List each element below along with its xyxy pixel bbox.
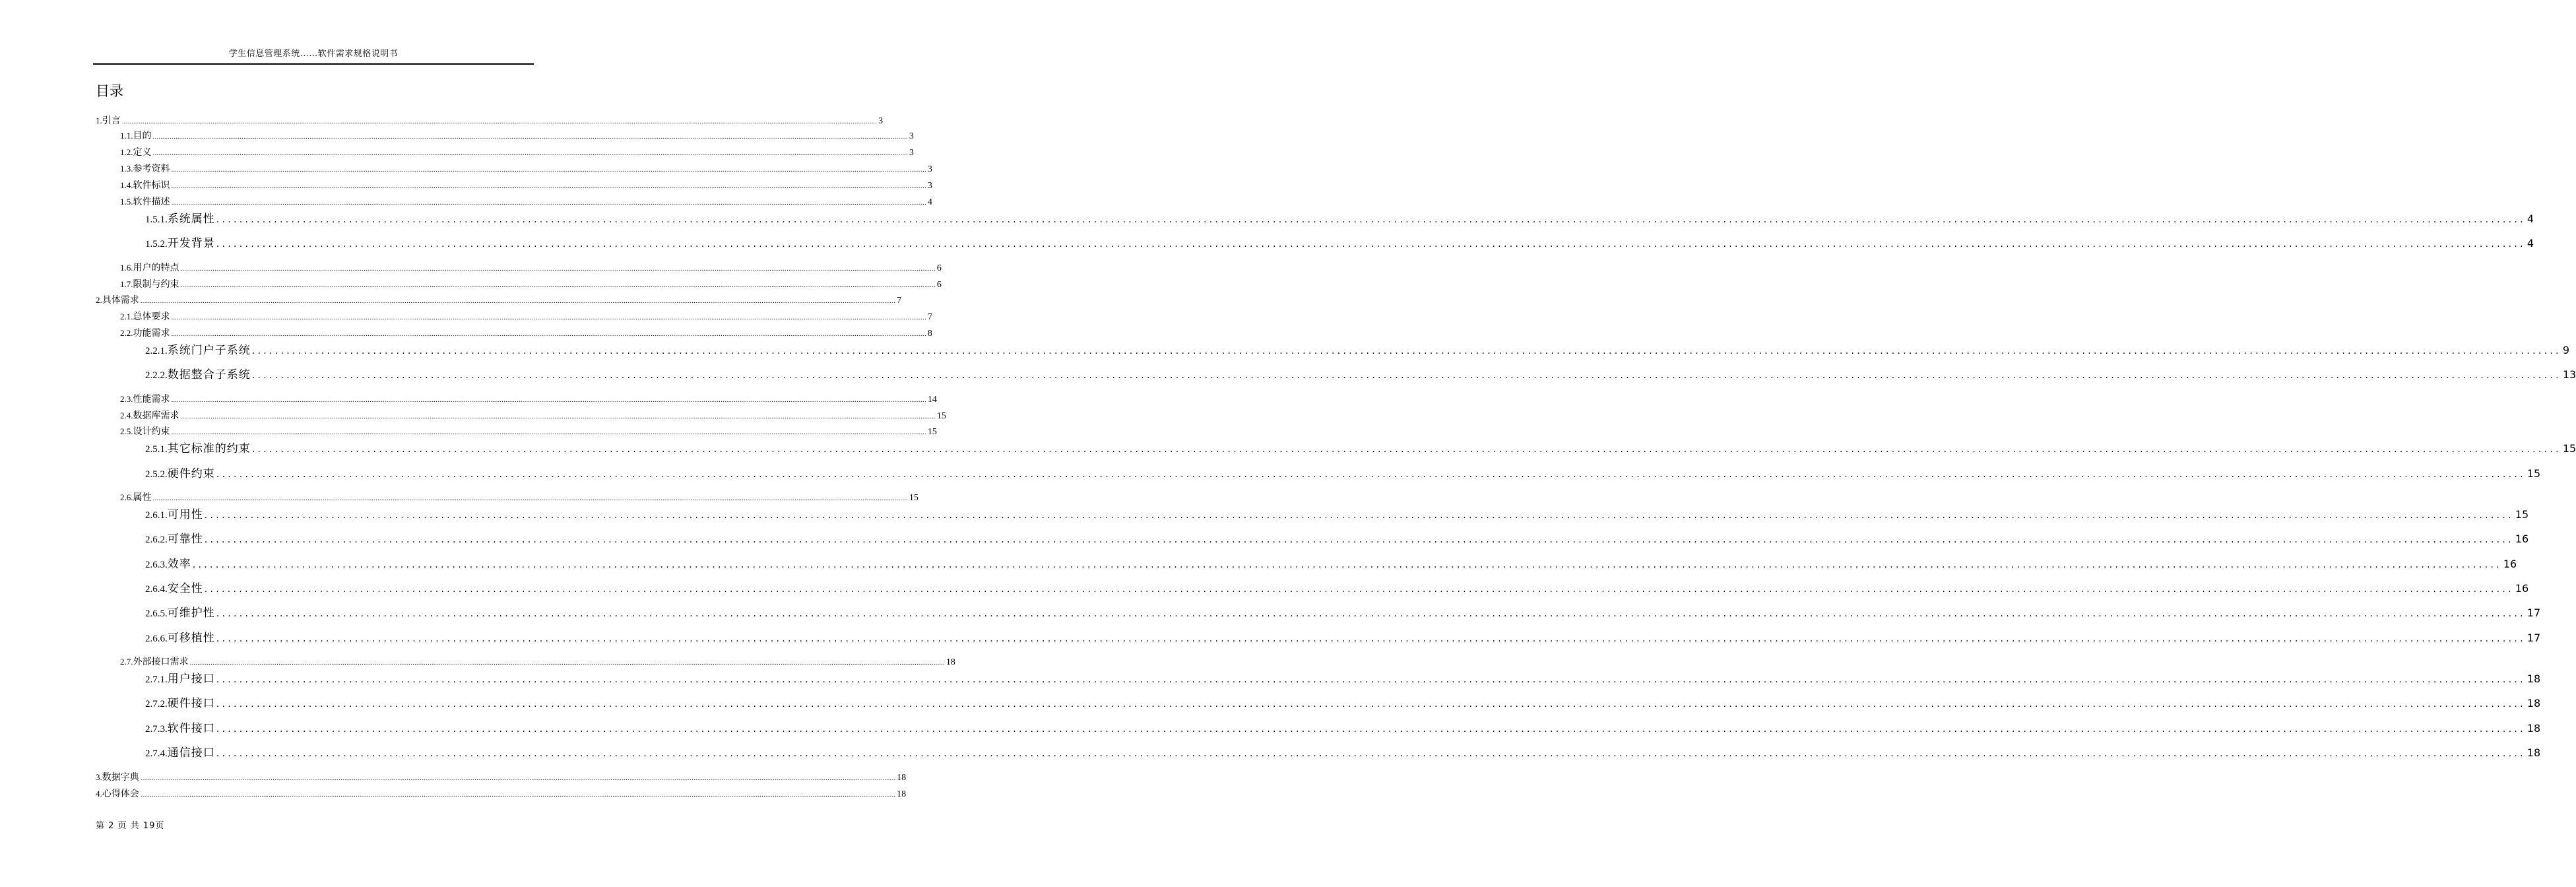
toc-leader-dots: ................................................................................................................................................................................................................................................................................................................................................................................................................ bbox=[204, 584, 2514, 595]
toc-entry-page: 6 bbox=[936, 263, 942, 273]
toc-leader-dots: ................................................................................................................................................................................................................................................................................................................................................................................................................ bbox=[216, 674, 2526, 685]
toc-entry-page: 15 bbox=[909, 493, 918, 503]
toc-entry-title: 属性 bbox=[133, 492, 152, 503]
toc-entry-title: 系统属性 bbox=[167, 213, 215, 226]
toc-entry[interactable] bbox=[145, 694, 2541, 711]
toc-entry-title: 系统门户子系统 bbox=[167, 344, 251, 357]
toc-entry-title: 可移植性 bbox=[167, 632, 215, 645]
toc-leader-dots: ................................................................................................................................................................................................................................................................................................................................................................................................................ bbox=[180, 414, 936, 420]
toc-entry-title: 可用性 bbox=[167, 508, 203, 521]
toc-entry[interactable] bbox=[145, 464, 2541, 481]
toc-entry[interactable] bbox=[120, 392, 937, 405]
toc-entry[interactable] bbox=[145, 365, 2576, 382]
toc-entry[interactable] bbox=[120, 129, 914, 142]
toc-entry[interactable] bbox=[120, 261, 942, 274]
toc-entry-title: 数据字典 bbox=[102, 772, 139, 783]
toc-leader-dots: ................................................................................................................................................................................................................................................................................................................................................................................................................ bbox=[152, 496, 908, 502]
toc-entry-page: 16 bbox=[2503, 558, 2517, 570]
toc-leader-dots: ................................................................................................................................................................................................................................................................................................................................................................................................................ bbox=[251, 346, 2561, 356]
toc-entry-number: 1. bbox=[96, 115, 102, 125]
toc-entry-page: 18 bbox=[946, 657, 955, 667]
toc-leader-dots: ................................................................................................................................................................................................................................................................................................................................................................................................................ bbox=[171, 183, 926, 190]
toc-entry-number: 1.5. bbox=[120, 197, 133, 207]
toc-leader-dots: ................................................................................................................................................................................................................................................................................................................................................................................................................ bbox=[140, 298, 896, 305]
toc-leader-dots: ................................................................................................................................................................................................................................................................................................................................................................................................................ bbox=[171, 200, 926, 207]
toc-entry-number: 2.4. bbox=[120, 411, 133, 420]
toc-leader-dots: ................................................................................................................................................................................................................................................................................................................................................................................................................ bbox=[152, 134, 908, 141]
toc-entry-number: 2.2.2. bbox=[145, 370, 168, 381]
toc-entry[interactable] bbox=[145, 234, 2534, 251]
toc-leader-dots: ................................................................................................................................................................................................................................................................................................................................................................................................................ bbox=[192, 560, 2502, 570]
toc-entry-page: 18 bbox=[2527, 746, 2541, 759]
toc-entry-number: 2.6.3. bbox=[145, 560, 168, 570]
toc-entry-number: 1.3. bbox=[120, 164, 133, 174]
toc-entry[interactable] bbox=[120, 409, 946, 422]
toc-entry-number: 2.2. bbox=[120, 328, 133, 338]
toc-entry-page: 4 bbox=[2527, 213, 2534, 225]
toc-entry-page: 18 bbox=[2527, 697, 2541, 709]
toc-leader-dots: ................................................................................................................................................................................................................................................................................................................................................................................................................ bbox=[189, 660, 945, 667]
toc-entry-page: 18 bbox=[2527, 722, 2541, 735]
toc-leader-dots: ................................................................................................................................................................................................................................................................................................................................................................................................................ bbox=[251, 444, 2561, 455]
toc-entry[interactable] bbox=[96, 787, 907, 800]
toc-entry[interactable] bbox=[96, 293, 902, 306]
toc-leader-dots: ................................................................................................................................................................................................................................................................................................................................................................................................................ bbox=[216, 634, 2526, 644]
toc-entry-number: 2.6.4. bbox=[145, 584, 168, 595]
toc-leader-dots: ................................................................................................................................................................................................................................................................................................................................................................................................................ bbox=[216, 699, 2526, 709]
toc-entry-page: 15 bbox=[927, 427, 937, 437]
toc-entry-number: 2.7. bbox=[120, 657, 133, 667]
toc-entry-number: 1.5.2. bbox=[145, 239, 168, 249]
toc-leader-dots: ................................................................................................................................................................................................................................................................................................................................................................................................................ bbox=[171, 167, 926, 174]
toc-entry-number: 2.6.6. bbox=[145, 634, 168, 644]
toc-leader-dots: ................................................................................................................................................................................................................................................................................................................................................................................................................ bbox=[251, 370, 2561, 381]
toc-entry-page: 7 bbox=[897, 296, 902, 306]
toc-entry[interactable] bbox=[120, 655, 955, 668]
toc-entry-page: 18 bbox=[897, 773, 907, 783]
toc-entry-title: 引言 bbox=[102, 115, 121, 126]
toc-entry[interactable] bbox=[120, 277, 942, 290]
toc-entry-number: 2.7.3. bbox=[145, 724, 168, 735]
toc-heading: 目录 bbox=[96, 83, 123, 99]
toc-entry-page: 17 bbox=[2527, 607, 2541, 619]
toc-leader-dots: ................................................................................................................................................................................................................................................................................................................................................................................................................ bbox=[216, 214, 2526, 225]
toc-entry[interactable] bbox=[120, 145, 914, 158]
toc-entry[interactable] bbox=[145, 579, 2529, 596]
toc-entry-number: 2.6.5. bbox=[145, 608, 168, 619]
toc-entry-title: 硬件接口 bbox=[167, 697, 215, 710]
toc-entry[interactable] bbox=[145, 505, 2529, 522]
toc-entry-page: 3 bbox=[878, 116, 884, 126]
toc-entry-number: 1.1. bbox=[120, 131, 133, 141]
toc-leader-dots: ................................................................................................................................................................................................................................................................................................................................................................................................................ bbox=[121, 119, 878, 125]
toc-entry-number: 2.6.1. bbox=[145, 510, 168, 521]
toc-entry-title: 用户的特点 bbox=[133, 263, 179, 273]
toc-entry-number: 2. bbox=[96, 295, 102, 305]
toc-leader-dots: ................................................................................................................................................................................................................................................................................................................................................................................................................ bbox=[171, 331, 926, 338]
toc-entry-title: 效率 bbox=[167, 558, 191, 571]
toc-entry-number: 1.5.1. bbox=[145, 214, 168, 225]
toc-entry-number: 2.7.1. bbox=[145, 674, 168, 685]
toc-entry-title: 数据整合子系统 bbox=[167, 368, 251, 381]
toc-entry-page: 15 bbox=[936, 411, 946, 421]
toc-entry-page: 18 bbox=[897, 789, 907, 799]
toc-entry-page: 3 bbox=[909, 148, 914, 158]
toc-entry-title: 外部接口需求 bbox=[133, 657, 189, 667]
toc-entry[interactable] bbox=[145, 529, 2529, 546]
page-footer: 第 2 页 共 19页 bbox=[96, 821, 165, 831]
toc-entry-number: 2.5.1. bbox=[145, 444, 168, 455]
toc-leader-dots: ................................................................................................................................................................................................................................................................................................................................................................................................................ bbox=[216, 239, 2526, 249]
toc-entry-page: 18 bbox=[2527, 673, 2541, 685]
toc-entry-title: 用户接口 bbox=[167, 673, 215, 686]
toc-entry-page: 9 bbox=[2562, 344, 2570, 356]
toc-entry-page: 6 bbox=[936, 280, 942, 290]
toc-entry-title: 开发背景 bbox=[167, 237, 215, 250]
toc-entry-title: 其它标准的约束 bbox=[167, 442, 251, 455]
toc-entry-number: 4. bbox=[96, 789, 102, 799]
toc-entry-page: 14 bbox=[927, 395, 937, 405]
toc-entry[interactable] bbox=[145, 209, 2534, 226]
toc-entry-title: 性能需求 bbox=[133, 394, 170, 405]
toc-leader-dots: ................................................................................................................................................................................................................................................................................................................................................................................................................ bbox=[140, 792, 896, 799]
toc-entry-title: 软件描述 bbox=[133, 197, 170, 207]
toc-entry-title: 软件接口 bbox=[167, 722, 215, 735]
toc-entry[interactable] bbox=[145, 554, 2517, 572]
toc-leader-dots: ................................................................................................................................................................................................................................................................................................................................................................................................................ bbox=[204, 510, 2514, 521]
toc-entry-title: 限制与约束 bbox=[133, 279, 179, 290]
toc-entry[interactable] bbox=[145, 719, 2541, 736]
toc-entry-title: 总体要求 bbox=[133, 312, 170, 322]
toc-entry-title: 参考资料 bbox=[133, 164, 170, 174]
toc-entry-title: 安全性 bbox=[167, 582, 203, 595]
toc-entry-title: 可维护性 bbox=[167, 607, 215, 620]
toc-entry-page: 16 bbox=[2515, 533, 2529, 545]
toc-leader-dots: ................................................................................................................................................................................................................................................................................................................................................................................................................ bbox=[216, 748, 2526, 759]
toc-leader-dots: ................................................................................................................................................................................................................................................................................................................................................................................................................ bbox=[216, 608, 2526, 619]
toc-entry-title: 定义 bbox=[133, 147, 152, 158]
toc-entry-number: 2.3. bbox=[120, 394, 133, 404]
toc-entry[interactable] bbox=[120, 162, 932, 175]
toc-entry[interactable] bbox=[120, 310, 932, 323]
toc-entry-title: 心得体会 bbox=[102, 789, 139, 799]
toc-entry-page: 13 bbox=[2562, 368, 2576, 381]
toc-entry-title: 通信接口 bbox=[167, 746, 215, 760]
toc-entry[interactable] bbox=[145, 628, 2541, 645]
toc-entry-number: 1.7. bbox=[120, 279, 133, 289]
toc-leader-dots: ................................................................................................................................................................................................................................................................................................................................................................................................................ bbox=[180, 266, 936, 273]
toc-leader-dots: ................................................................................................................................................................................................................................................................................................................................................................................................................ bbox=[204, 535, 2514, 545]
toc-entry-title: 软件标识 bbox=[133, 180, 170, 191]
toc-entry[interactable] bbox=[120, 195, 932, 208]
toc-entry-title: 硬件约束 bbox=[167, 467, 215, 480]
toc-entry[interactable] bbox=[96, 770, 907, 783]
toc-entry-page: 3 bbox=[909, 131, 914, 141]
page-header: 学生信息管理系统……软件需求规格说明书 bbox=[228, 49, 399, 59]
toc-leader-dots: ................................................................................................................................................................................................................................................................................................................................................................................................................ bbox=[171, 315, 926, 321]
toc-entry-number: 2.7.4. bbox=[145, 748, 168, 759]
toc-entry[interactable] bbox=[145, 439, 2576, 456]
toc-entry-number: 2.5.2. bbox=[145, 469, 168, 480]
toc-entry-title: 目的 bbox=[133, 131, 152, 141]
toc-entry-number: 1.6. bbox=[120, 263, 133, 273]
toc-leader-dots: ................................................................................................................................................................................................................................................................................................................................................................................................................ bbox=[152, 150, 908, 157]
toc-entry-page: 4 bbox=[2527, 237, 2534, 249]
toc-entry[interactable] bbox=[145, 669, 2541, 686]
toc-leader-dots: ................................................................................................................................................................................................................................................................................................................................................................................................................ bbox=[216, 469, 2526, 480]
toc-entry-number: 2.6. bbox=[120, 492, 133, 502]
toc-entry-page: 8 bbox=[927, 329, 932, 339]
toc-entry-page: 3 bbox=[927, 164, 932, 174]
toc-entry[interactable] bbox=[120, 326, 932, 339]
toc-leader-dots: ................................................................................................................................................................................................................................................................................................................................................................................................................ bbox=[140, 775, 896, 782]
toc-entry-page: 7 bbox=[927, 312, 932, 322]
toc-entry-page: 15 bbox=[2515, 508, 2529, 521]
toc-entry[interactable] bbox=[145, 341, 2570, 358]
toc-entry[interactable] bbox=[120, 424, 937, 438]
toc-entry[interactable] bbox=[145, 743, 2541, 760]
toc-entry-page: 17 bbox=[2527, 632, 2541, 644]
toc-entry-page: 4 bbox=[927, 197, 932, 207]
toc-entry-page: 16 bbox=[2515, 582, 2529, 595]
toc-entry-number: 2.6.2. bbox=[145, 535, 168, 545]
toc-entry-title: 设计约束 bbox=[133, 426, 170, 437]
toc-entry-page: 3 bbox=[927, 181, 932, 191]
toc-entry-number: 2.5. bbox=[120, 426, 133, 436]
toc-entry-number: 2.7.2. bbox=[145, 699, 168, 709]
toc-entry-number: 2.2.1. bbox=[145, 346, 168, 356]
toc-leader-dots: ................................................................................................................................................................................................................................................................................................................................................................................................................ bbox=[216, 724, 2526, 735]
toc-entry-page: 15 bbox=[2562, 442, 2576, 455]
toc-entry-number: 2.1. bbox=[120, 312, 133, 321]
toc-entry-title: 具体需求 bbox=[102, 295, 139, 306]
toc-entry-number: 1.2. bbox=[120, 147, 133, 157]
toc-entry[interactable] bbox=[96, 114, 884, 127]
toc-leader-dots: ................................................................................................................................................................................................................................................................................................................................................................................................................ bbox=[171, 430, 926, 436]
toc-leader-dots: ................................................................................................................................................................................................................................................................................................................................................................................................................ bbox=[180, 282, 936, 289]
toc-leader-dots: ................................................................................................................................................................................................................................................................................................................................................................................................................ bbox=[171, 397, 926, 404]
toc-entry-title: 功能需求 bbox=[133, 328, 170, 339]
toc-entry-title: 可靠性 bbox=[167, 533, 203, 546]
toc-entry[interactable] bbox=[120, 490, 918, 504]
toc-entry-page: 15 bbox=[2527, 467, 2541, 480]
toc-entry[interactable] bbox=[120, 178, 932, 191]
toc-entry[interactable] bbox=[145, 603, 2541, 620]
toc-entry-number: 1.4. bbox=[120, 180, 133, 190]
toc-entry-number: 3. bbox=[96, 772, 102, 782]
toc-entry-title: 数据库需求 bbox=[133, 411, 179, 421]
